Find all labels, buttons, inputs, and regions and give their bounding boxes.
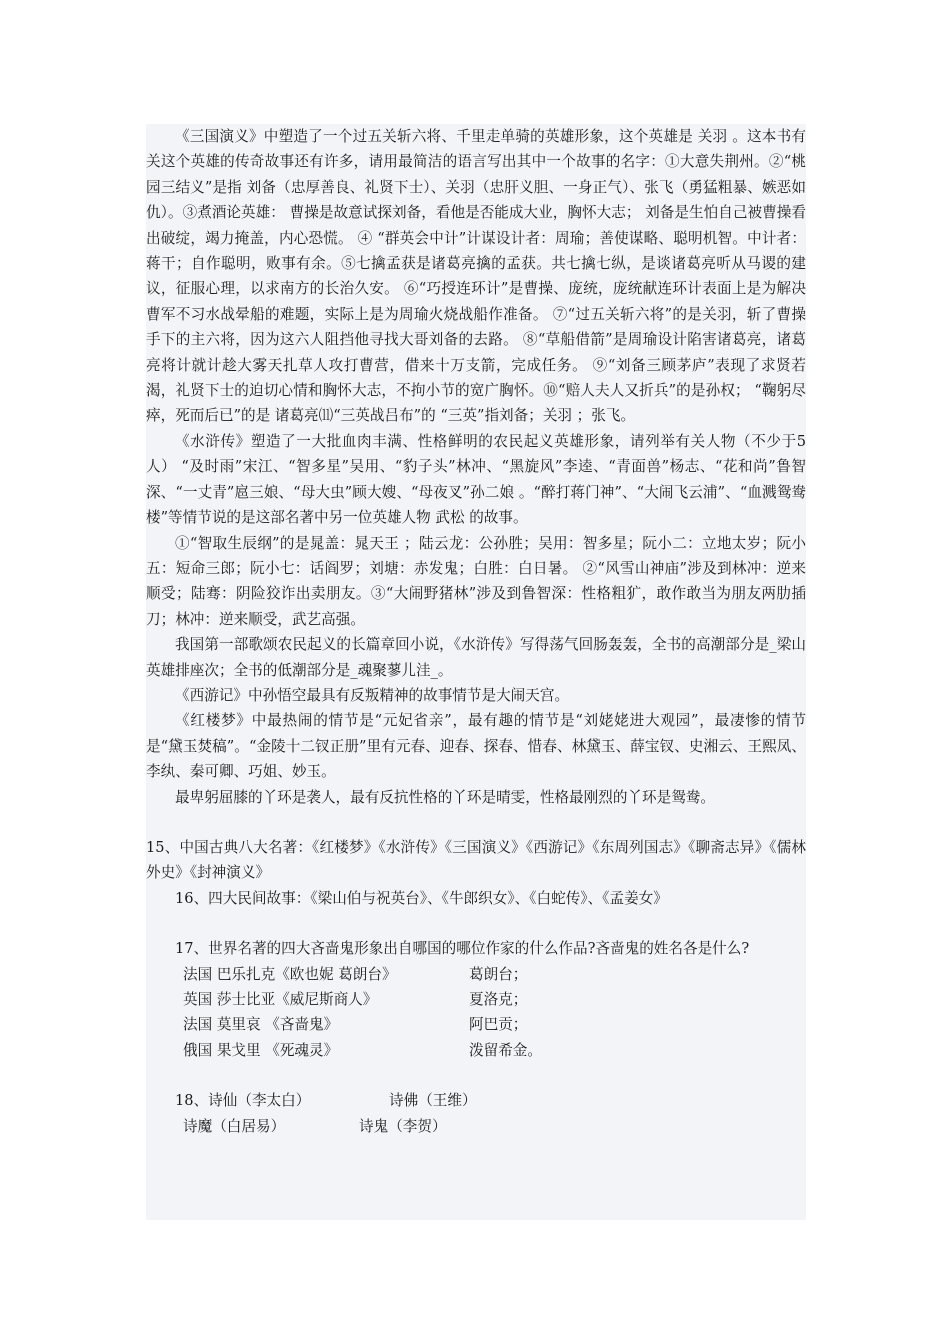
item-17: 17、世界名著的四大吝啬鬼形象出自哪国的哪位作家的什么作品?吝啬鬼的姓名各是什么? xyxy=(175,940,750,958)
poet-title: 诗佛（王维） xyxy=(389,1092,477,1110)
poet-title: 18、诗仙（李太白） xyxy=(175,1092,311,1110)
miser-row xyxy=(146,987,806,1012)
miser-work: 俄国 果戈里 《死魂灵》 xyxy=(183,1041,339,1059)
miser-work: 法国 巴乐扎克《欧也妮 葛朗台》 xyxy=(183,965,397,983)
poet-title: 诗鬼（李贺） xyxy=(359,1117,447,1135)
spacer xyxy=(146,911,806,936)
miser-row xyxy=(146,1038,806,1063)
paragraph-shuihu: 《水浒传》塑造了一大批血肉丰满、性格鲜明的农民起义英雄形象，请列举有关人物（不少于5人） “及时雨”宋江、“智多星”吴用、“豹子头”林冲、“黑旋风”李逵、“青面兽”杨志、“花和尚”鲁智深、“一丈青”扈三娘、“母大虫”顾大嫂、“母夜叉”孙二娘 。“醉打蒋门神”、“大闹飞云浦”、“血溅鸳鸯楼”等情节说的是这部名著中另一位英雄人物 武松 的故事。 xyxy=(146,432,806,527)
paragraph-yahuan: 最卑躬屈膝的丫环是袭人，最有反抗性格的丫环是晴雯，性格最刚烈的丫环是鸳鸯。 xyxy=(175,788,715,806)
poet-row xyxy=(146,1114,806,1139)
paragraph-sanguo: 《三国演义》中塑造了一个过五关斩六将、千里走单骑的英雄形象，这个英雄是 关羽 。这本书有关这个英雄的传奇故事还有许多，请用最简洁的语言写出其中一个故事的名字：①大意失荆州。②“桃园三结义”是指 刘备（忠厚善良、礼贤下士）、关羽（忠肝义胆、一身正气）、张飞（勇猛粗暴、嫉恶如仇）。③煮酒论英雄： 曹操是故意试探刘备，看他是否能成大业，胸怀大志； 刘备是生怕自己被曹操看出破绽，竭力掩盖，内心恐慌。 ④ “群英会中计”计谋设计者：周瑜；善使谋略、聪明机智。中计者：蒋干；自作聪明，败事有余。⑤七擒孟获是诸葛亮擒的孟获。共七擒七纵，是谈诸葛亮听从马谡的建议，征服心理，以求南方的长治久安。 ⑥“巧授连环计”是曹操、庞统，庞统献连环计表面上是为解决曹军不习水战晕船的难题，实际上是为周瑜火烧战船作准备。 ⑦“过五关斩六将”的是关羽，斩了曹操手下的主六将，因为这六人阻挡他寻找大哥刘备的去路。 ⑧“草船借箭”是周瑜设计陷害诸葛亮，诸葛亮将计就计趁大雾天扎草人攻打曹营，借来十万支箭，完成任务。 ⑨“刘备三顾茅庐”表现了求贤若渴，礼贤下士的迫切心情和胸怀大志，不拘小节的宽广胸怀。⑩“赔人夫人又折兵”的是孙权； “鞠躬尽瘁，死而后已”的是 诸葛亮⑾“三英战吕布”的 “三英”指刘备；关羽 ；张飞。 xyxy=(146,128,806,425)
item-16: 16、四大民间故事：《梁山伯与祝英台》、《牛郎织女》、《白蛇传》、《孟姜女》 xyxy=(175,889,668,907)
miser-name: 夏洛克； xyxy=(469,990,528,1008)
miser-name: 阿巴贡； xyxy=(469,1016,528,1034)
paragraph-xiyou: 《西游记》中孙悟空最具有反叛精神的故事情节是大闹天宫。 xyxy=(175,686,570,704)
miser-work: 法国 莫里哀 《吝啬鬼》 xyxy=(183,1016,339,1034)
miser-work: 英国 莎士比亚《威尼斯商人》 xyxy=(183,990,378,1008)
paragraph-honglou: 《红楼梦》中最热闹的情节是“元妃省亲”，最有趣的情节是“刘姥姥进大观园”，最凄惨的情节是“黛玉焚稿”。“金陵十二钗正册”里有元春、迎春、探春、惜春、林黛玉、薛宝钗、史湘云、王熙凤、李纨、秦可卿、巧姐、妙玉。 xyxy=(146,712,806,781)
paragraph-shuihu-detail: ①“智取生辰纲”的是晁盖：晁天王 ；陆云龙：公孙胜；吴用：智多星；阮小二：立地太岁；阮小五：短命三郎；阮小七：话阎罗；刘塘：赤发鬼；白胜：白日暑。 ②“风雪山神庙”涉及到林冲：逆来顺受；陆骞：阴险狡诈出卖朋友。③“大闹野猪林”涉及到鲁智深：性格粗犷，敢作敢当为朋友两肋插刀；林冲：逆来顺受，武艺高强。 xyxy=(146,534,806,628)
paragraph-shuihu-climax: 我国第一部歌颂农民起义的长篇章回小说，《水浒传》写得荡气回肠轰轰，全书的高潮部分是_梁山英雄排座次；全书的低潮部分是_魂聚蓼儿洼_。 xyxy=(146,636,806,679)
poet-row xyxy=(146,1088,806,1113)
spacer xyxy=(146,810,806,835)
spacer xyxy=(146,1063,806,1088)
document-page xyxy=(146,124,806,1220)
miser-name: 泼留希金。 xyxy=(469,1041,542,1059)
poet-title: 诗魔（白居易） xyxy=(183,1117,286,1135)
miser-row xyxy=(146,962,806,987)
miser-name: 葛朗台； xyxy=(469,965,528,983)
miser-row xyxy=(146,1012,806,1037)
item-15: 15、中国古典八大名著：《红楼梦》《水浒传》《三国演义》《西游记》《东周列国志》《聊斋志异》《儒林外史》《封神演义》 xyxy=(146,838,806,882)
